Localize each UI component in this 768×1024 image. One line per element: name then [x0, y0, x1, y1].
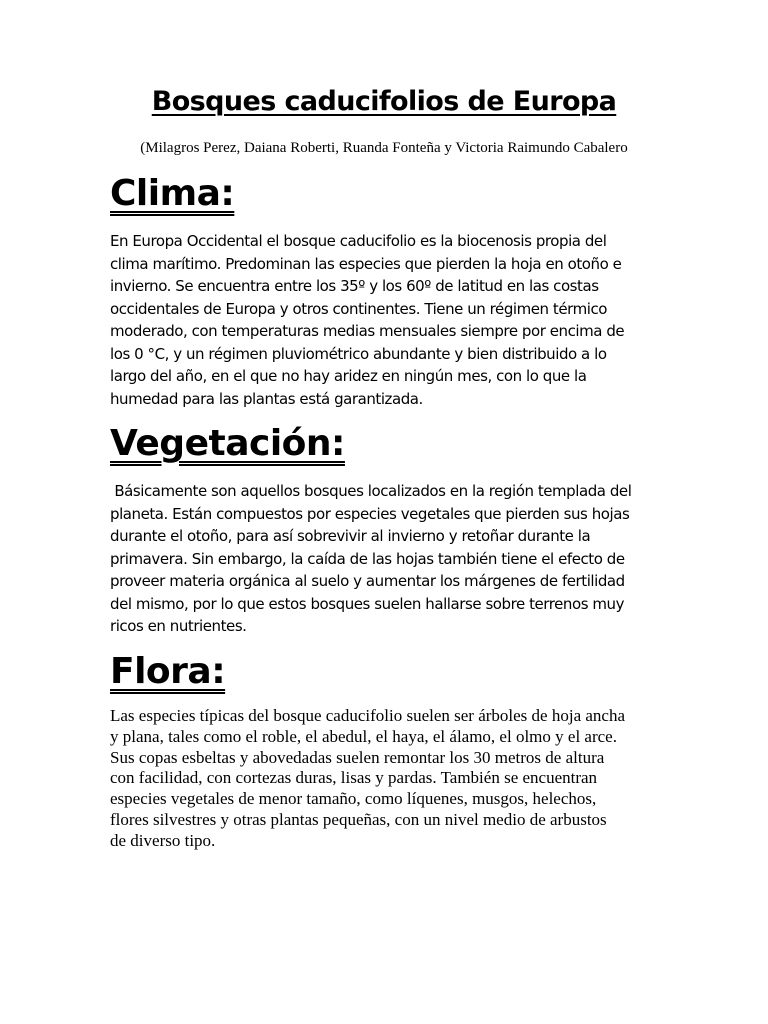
body-line: proveer materia orgánica al suelo y aumentar los márgenes de fertilidad — [110, 572, 625, 590]
body-line: moderado, con temperaturas medias mensuales siempre por encima de — [110, 322, 625, 340]
body-line: Las especies típicas del bosque caducifolio suelen ser árboles de hoja ancha — [110, 706, 625, 725]
body-line: occidentales de Europa y otros continentes. Tiene un régimen térmico — [110, 299, 608, 318]
body-line: flores silvestres y otras plantas pequeñas, con un nivel medio de arbustos — [110, 809, 607, 829]
body-line: Básicamente son aquellos bosques localizados en la región templada del — [110, 482, 632, 500]
body-line: primavera. Sin embargo, la caída de las hojas también tiene el efecto de — [110, 549, 625, 568]
body-line: durante el otoño, para así sobrevivir al invierno y retoñar durante la — [110, 527, 591, 545]
document-title: Bosques caducifolios de Europa — [151, 86, 617, 117]
section-heading-flora: Flora: — [110, 651, 226, 692]
body-line: largo del año, en el que no hay aridez en ningún mes, con lo que la — [110, 367, 587, 385]
body-line: Sus copas esbeltas y abovedadas suelen remontar los 30 metros de altura — [110, 747, 605, 767]
body-line: los 0 °C, y un régimen pluviométrico abundante y bien distribuido a lo — [110, 344, 607, 363]
section-body-flora — [110, 706, 670, 852]
body-line: planeta. Están compuestos por especies vegetales que pierden sus hojas — [110, 504, 630, 523]
body-line: invierno. Se encuentra entre los 35º y los 60º de latitud en las costas — [110, 277, 599, 295]
body-line: con facilidad, con cortezas duras, lisas y pardas. También se encuentran — [110, 768, 598, 788]
body-line: de diverso tipo. — [110, 830, 216, 850]
section-body-clima — [110, 230, 650, 410]
body-line: y plana, tales como el roble, el abedul, el haya, el álamo, el olmo y el arce. — [110, 726, 617, 746]
body-line: especies vegetales de menor tamaño, como líquenes, musgos, helechos, — [110, 789, 597, 809]
section-heading-clima: Clima: — [110, 173, 235, 214]
body-line: ricos en nutrientes. — [110, 617, 247, 635]
body-line: En Europa Occidental el bosque caducifolio es la biocenosis propia del — [110, 232, 607, 250]
body-line: humedad para las plantas está garantizada. — [110, 389, 423, 408]
section-body-vegetacion — [110, 480, 650, 638]
body-line: clima marítimo. Predominan las especies que pierden la hoja en otoño e — [110, 254, 622, 273]
section-heading-vegetacion: Vegetación: — [110, 423, 345, 464]
body-line: del mismo, por lo que estos bosques suelen hallarse sobre terrenos muy — [110, 594, 625, 613]
document-authors: (Milagros Perez, Daiana Roberti, Ruanda Fonteña y Victoria Raimundo Cabalero — [140, 140, 628, 156]
